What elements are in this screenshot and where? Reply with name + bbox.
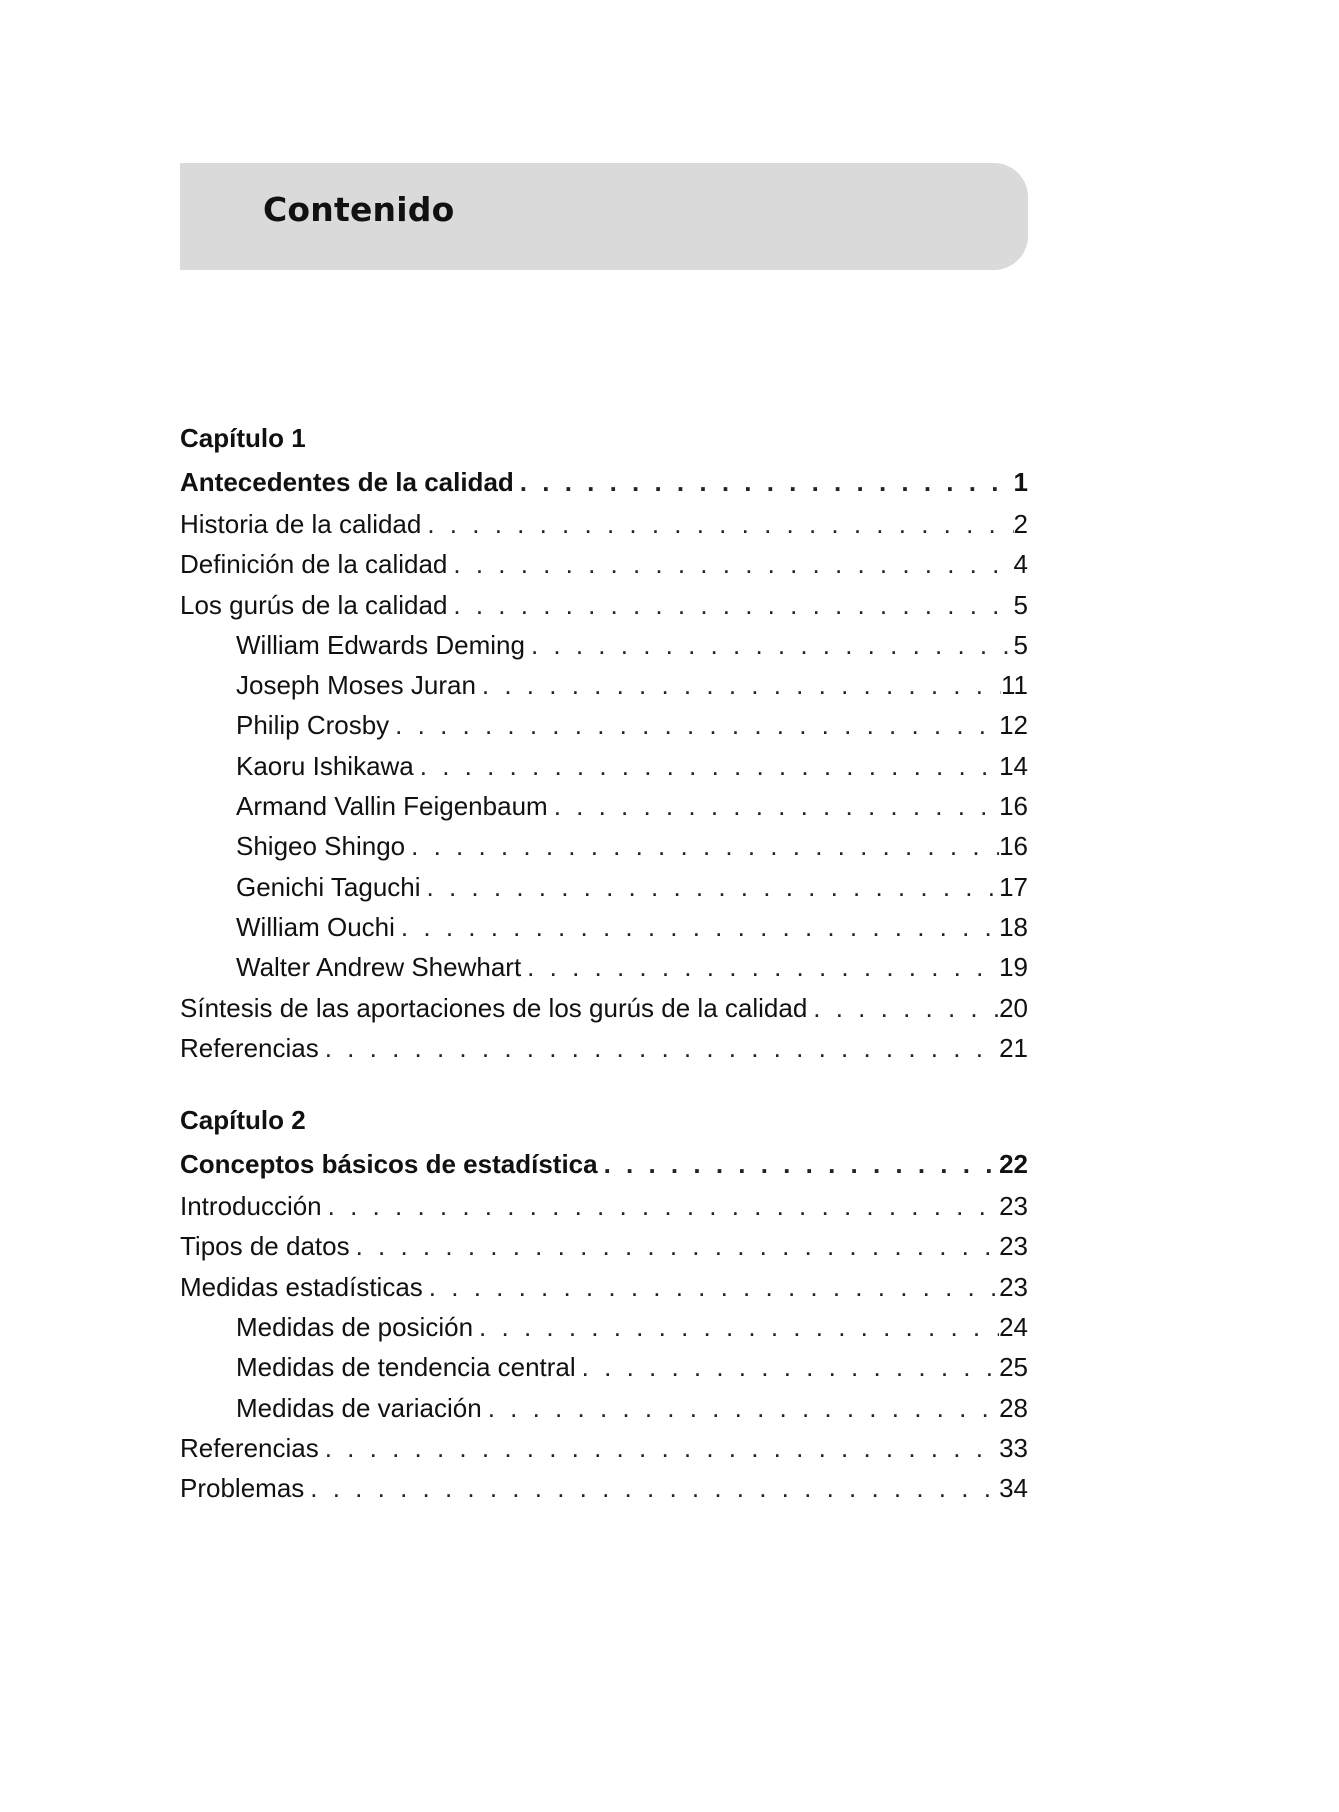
toc-subentry[interactable] (180, 746, 1028, 786)
toc-entry-title: Kaoru Ishikawa (236, 750, 414, 781)
dot-leader (473, 1307, 999, 1347)
toc-subentry[interactable] (180, 947, 1028, 987)
dot-leader (423, 1267, 999, 1307)
toc-chapter-title[interactable] (180, 1142, 1028, 1186)
chapter-1-section (180, 416, 1028, 1068)
toc-entry-title: Joseph Moses Juran (236, 670, 476, 701)
toc-entry-page: 24 (999, 1312, 1028, 1343)
dot-leader (548, 786, 999, 826)
toc-entry[interactable] (180, 1267, 1028, 1307)
toc-entry[interactable] (180, 1226, 1028, 1266)
dot-leader (414, 746, 999, 786)
toc-entry-page: 33 (999, 1432, 1028, 1463)
toc-entry-page: 17 (999, 871, 1028, 902)
dot-leader (447, 544, 1013, 584)
toc-subentry[interactable] (180, 1307, 1028, 1347)
toc-entry-title: Tipos de datos (180, 1231, 350, 1262)
toc-subentry[interactable] (180, 786, 1028, 826)
chapter-label: Capítulo 2 (180, 1105, 306, 1136)
toc-subentry[interactable] (180, 625, 1028, 665)
toc-entry-page: 34 (999, 1473, 1028, 1504)
toc-entry-title: William Edwards Deming (236, 629, 525, 660)
toc-entry[interactable] (180, 1028, 1028, 1068)
toc-subentry[interactable] (180, 1347, 1028, 1387)
dot-leader (521, 947, 999, 987)
toc-entry-page: 1 (1013, 467, 1028, 497)
dot-leader (304, 1468, 999, 1508)
toc-entry-title: Problemas (180, 1473, 305, 1504)
toc-entry[interactable] (180, 1468, 1028, 1508)
dot-leader (514, 460, 1014, 504)
chapter-2-section (180, 1098, 1028, 1508)
toc-entry-page: 12 (999, 710, 1028, 741)
toc-entry-page: 18 (999, 911, 1028, 942)
toc-entry[interactable] (180, 1186, 1028, 1226)
toc-entry-title: Antecedentes de la calidad (180, 467, 514, 497)
dot-leader (421, 504, 1013, 544)
chapter-label: Capítulo 1 (180, 423, 306, 453)
toc-entry-title: Historia de la calidad (180, 509, 422, 539)
dot-leader (389, 705, 999, 745)
dot-leader (576, 1347, 999, 1387)
toc-entry-title: Definición de la calidad (180, 549, 448, 580)
toc-subentry[interactable] (180, 907, 1028, 947)
toc-entry-page: 28 (999, 1392, 1028, 1423)
toc-entry-title: Walter Andrew Shewhart (236, 952, 522, 983)
toc-entry-page: 20 (999, 992, 1028, 1023)
toc-entry-page: 23 (999, 1271, 1028, 1302)
toc-entry-page: 5 (1013, 589, 1028, 620)
toc-entry-title: Síntesis de las aportaciones de los gurús de la calidad (180, 992, 808, 1023)
toc-entry-page: 21 (999, 1032, 1028, 1063)
toc-entry-page: 16 (999, 791, 1028, 822)
dot-leader (482, 1388, 999, 1428)
dot-leader (447, 585, 1013, 625)
dot-leader (350, 1226, 999, 1266)
dot-leader (476, 665, 1001, 705)
dot-leader (598, 1142, 999, 1186)
dot-leader (405, 826, 999, 866)
page-title: Contenido (263, 190, 455, 229)
toc-entry-page: 14 (999, 750, 1028, 781)
toc-entry-title: Medidas de posición (236, 1312, 474, 1343)
toc-entry-title: Medidas estadísticas (180, 1271, 423, 1302)
toc-subentry[interactable] (180, 826, 1028, 866)
toc-entry[interactable] (180, 1428, 1028, 1468)
toc-entry-title: Philip Crosby (236, 710, 390, 741)
dot-leader (395, 907, 999, 947)
toc-entry-page: 16 (999, 831, 1028, 862)
toc-chapter-title[interactable] (180, 460, 1028, 504)
toc-entry-title: Referencias (180, 1032, 319, 1063)
toc-entry-page: 5 (1013, 629, 1028, 660)
toc-entry-title: Conceptos básicos de estadística (180, 1149, 598, 1180)
toc-entry[interactable] (180, 504, 1028, 544)
dot-leader (525, 625, 1014, 665)
toc-subentry[interactable] (180, 1388, 1028, 1428)
toc-entry-title: Genichi Taguchi (236, 871, 421, 902)
toc-subentry[interactable] (180, 867, 1028, 907)
toc-subentry[interactable] (180, 705, 1028, 745)
dot-leader (319, 1028, 999, 1068)
toc-entry-page: 11 (1001, 670, 1028, 701)
dot-leader (807, 988, 999, 1028)
toc-entry-title: Referencias (180, 1432, 319, 1463)
toc-entry-page: 2 (1013, 509, 1028, 539)
toc-entry-page: 22 (999, 1149, 1028, 1180)
toc-entry-title: Los gurús de la calidad (180, 589, 448, 620)
chapter-spacer (180, 1068, 1028, 1098)
toc-entry[interactable] (180, 988, 1028, 1028)
toc-entry-title: Medidas de variación (236, 1392, 482, 1423)
toc-entry-page: 23 (999, 1191, 1028, 1222)
toc-entry-title: Introducción (180, 1191, 322, 1222)
toc-entry-page: 25 (999, 1352, 1028, 1383)
toc-entry-page: 23 (999, 1231, 1028, 1262)
toc-entry-title: Armand Vallin Feigenbaum (236, 791, 548, 822)
toc-entry-page: 19 (999, 952, 1028, 983)
table-of-contents (180, 416, 1028, 1509)
toc-subentry[interactable] (180, 665, 1028, 705)
dot-leader (322, 1186, 999, 1226)
toc-entry-title: William Ouchi (236, 911, 395, 942)
toc-entry-title: Medidas de tendencia central (236, 1352, 576, 1383)
toc-entry-page: 4 (1013, 549, 1028, 580)
toc-entry[interactable] (180, 585, 1028, 625)
dot-leader (421, 867, 1000, 907)
dot-leader (319, 1428, 999, 1468)
toc-entry-title: Shigeo Shingo (236, 831, 406, 862)
toc-entry[interactable] (180, 544, 1028, 584)
